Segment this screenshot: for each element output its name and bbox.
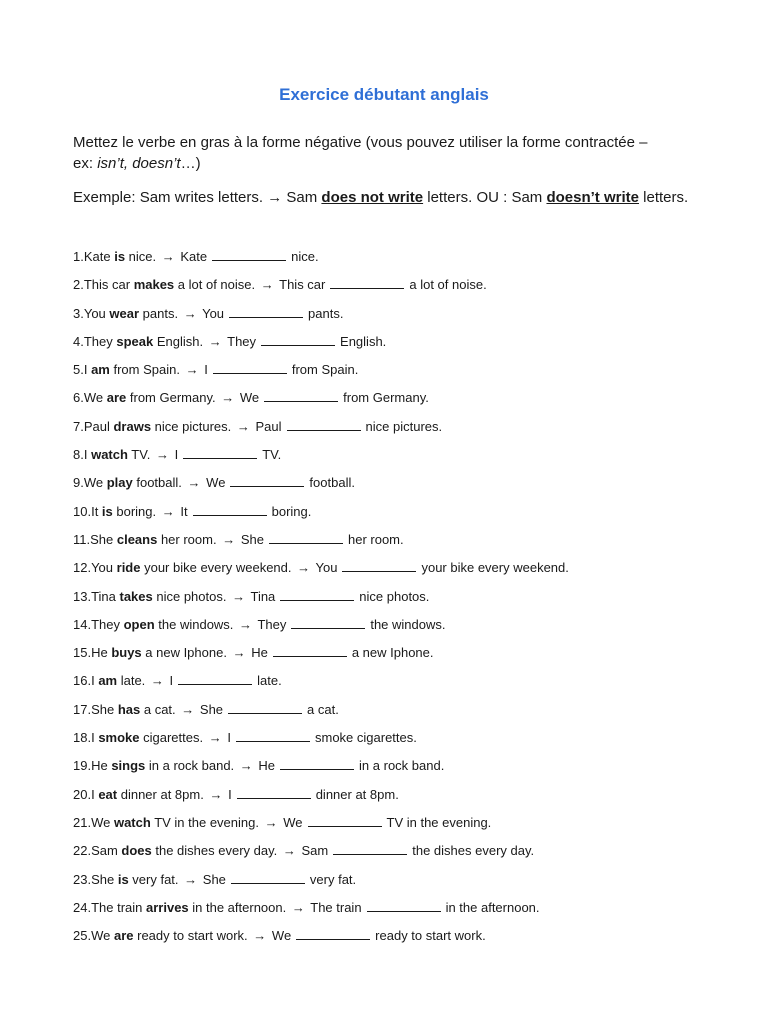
item-prefix: I [91,786,99,802]
exercise-item [73,588,713,616]
item-suffix: from Germany. [126,390,216,406]
item-prefix: She [91,871,118,887]
item-prefix: You [91,560,117,576]
item-number: 15. [73,645,92,661]
item-suffix: English. [153,333,204,349]
answer-blank[interactable] [273,644,347,657]
exercise-item [73,531,713,559]
item-suffix: TV in the evening. [150,814,259,830]
answer-subject: They [257,616,287,632]
item-suffix: football. [132,475,182,491]
item-number: 10. [73,503,92,519]
exercise-item [73,276,713,304]
arrow-icon: → [187,475,201,491]
item-prefix: We [91,928,114,944]
item-number: 12. [73,560,92,576]
exercise-item [73,248,713,276]
arrow-icon: → [209,786,223,802]
exercise-item [73,814,713,842]
item-number: 23. [73,871,92,887]
item-number: 5. [73,362,84,378]
answer-blank[interactable] [264,389,338,402]
item-number: 17. [73,701,92,717]
answer-rest: pants. [308,305,344,321]
arrow-icon: → [236,418,250,434]
item-suffix: dinner at 8pm. [117,786,204,802]
exercise-item [73,361,713,389]
answer-blank[interactable] [231,871,305,884]
arrow-icon: → [282,843,296,859]
item-verb: has [117,701,141,717]
example-sentence [73,189,733,206]
item-number: 13. [73,588,92,604]
exercise-item [73,871,713,899]
answer-rest: from Spain. [291,362,359,378]
answer-rest: dinner at 8pm. [315,786,399,802]
exercise-item [73,729,713,757]
answer-blank[interactable] [287,418,361,431]
item-suffix: a cat. [140,701,176,717]
item-prefix: I [91,673,99,689]
item-verb: am [91,362,110,378]
example-suffix: letters. [638,189,689,206]
item-prefix: Sam [91,843,122,859]
arrow-icon: → [239,616,253,632]
item-prefix: This car [83,277,134,293]
answer-blank[interactable] [193,503,267,516]
answer-subject: You [315,560,338,576]
answer-blank[interactable] [212,248,286,261]
answer-blank[interactable] [342,559,416,572]
exercise-item [73,559,713,587]
answer-blank[interactable] [178,672,252,685]
answer-rest: nice. [291,249,319,264]
exercise-item [73,842,713,870]
answer-rest: your bike every weekend. [421,560,569,576]
answer-rest: in a rock band. [359,758,445,774]
item-prefix: They [91,616,124,632]
answer-rest: boring. [271,503,312,519]
instruction-line-2 [73,153,713,174]
answer-rest: English. [340,333,387,349]
exercise-item [73,333,713,361]
answer-blank[interactable] [296,927,370,940]
arrow-icon: → [291,899,305,915]
exercise-item [73,644,713,672]
answer-blank[interactable] [261,333,335,346]
answer-subject: We [271,928,292,944]
instruction-prefix: ex: [73,155,98,172]
item-suffix: nice photos. [152,588,227,604]
answer-blank[interactable] [291,616,365,629]
answer-subject: I [204,362,208,378]
item-number: 24. [73,899,92,915]
answer-rest: football. [309,475,355,491]
answer-subject: He [251,645,268,661]
answer-subject: Paul [255,418,282,434]
answer-blank[interactable] [237,786,311,799]
item-number: 20. [73,786,92,802]
item-verb: watch [113,814,151,830]
item-verb: play [106,475,133,491]
exercise-item [73,305,713,333]
item-prefix: She [91,701,118,717]
item-verb: watch [91,447,128,463]
item-number: 7. [73,418,84,434]
item-number: 1. [73,249,84,264]
item-suffix: from Spain. [109,362,180,378]
answer-blank[interactable] [333,842,407,855]
exercise-item [73,927,713,955]
answer-blank[interactable] [330,276,404,289]
answer-rest: late. [257,673,282,689]
answer-rest: nice photos. [359,588,430,604]
answer-rest: the windows. [370,616,446,632]
instruction-examples: isn’t, doesn’t [97,155,181,172]
exercise-item [73,899,713,927]
item-suffix: in the afternoon. [188,899,287,915]
item-verb: is [114,249,126,264]
answer-blank[interactable] [308,814,382,827]
item-number: 2. [73,277,84,293]
item-verb: arrives [146,899,189,915]
arrow-icon: → [239,758,253,774]
item-verb: is [101,503,113,519]
arrow-icon: → [260,277,274,293]
answer-blank[interactable] [236,729,310,742]
item-prefix: The train [91,899,146,915]
answer-subject: Tina [250,588,276,604]
item-number: 25. [73,928,92,944]
answer-blank[interactable] [183,446,257,459]
item-prefix: I [83,447,92,463]
item-verb: draws [113,418,152,434]
item-prefix: We [83,390,107,406]
arrow-icon: → [232,588,246,604]
answer-subject: Kate [180,249,208,264]
item-suffix: your bike every weekend. [140,560,292,576]
item-number: 19. [73,758,92,774]
answer-subject: She [199,701,224,717]
arrow-icon: → [221,390,235,406]
answer-subject: They [227,333,257,349]
answer-subject: We [239,390,260,406]
answer-subject: I [174,447,179,463]
item-prefix: He [91,645,112,661]
item-prefix: Paul [83,418,114,434]
answer-blank[interactable] [213,361,287,374]
answer-blank[interactable] [269,531,343,544]
answer-blank[interactable] [280,757,354,770]
answer-subject: The train [310,899,362,915]
item-number: 18. [73,730,92,746]
item-prefix: We [83,475,107,491]
example-prefix: Exemple: Sam writes letters. → Sam [73,189,322,206]
answer-blank[interactable] [280,588,354,601]
instructions [73,132,713,174]
item-prefix: You [83,305,110,321]
exercise-item [73,446,713,474]
item-verb: eat [98,786,118,802]
item-verb: speak [116,333,154,349]
answer-rest: a cat. [307,701,339,717]
answer-subject: You [202,305,225,321]
arrow-icon: → [208,730,222,746]
item-prefix: Kate [83,249,115,264]
item-verb: ride [116,560,141,576]
arrow-icon: → [264,814,278,830]
example-mid: letters. OU : Sam [423,189,547,206]
item-suffix: late. [117,673,146,689]
item-number: 9. [73,475,84,491]
item-verb: makes [133,277,175,293]
answer-subject: Sam [301,843,329,859]
item-number: 6. [73,390,84,406]
item-number: 22. [73,843,92,859]
arrow-icon: → [184,871,198,887]
item-prefix: It [91,503,102,519]
answer-blank[interactable] [228,701,302,714]
item-suffix: cigarettes. [139,730,204,746]
item-verb: sings [111,758,146,774]
arrow-icon: → [253,928,267,944]
arrow-icon: → [161,249,175,264]
item-verb: does [121,843,152,859]
arrow-icon: → [155,447,169,463]
answer-rest: in the afternoon. [445,899,540,915]
item-suffix: nice. [125,249,157,264]
arrow-icon: → [185,362,199,378]
item-suffix: pants. [139,305,179,321]
answer-blank[interactable] [229,305,303,318]
item-suffix: boring. [112,503,157,519]
exercise-item [73,474,713,502]
item-suffix: her room. [157,531,217,547]
exercise-item [73,389,713,417]
example-negative-contracted: doesn’t write [546,189,639,206]
instruction-line-1: Mettez le verbe en gras à la forme négative (vous pouvez utiliser la forme contractée – [73,134,648,151]
item-suffix: the dishes every day. [151,843,278,859]
item-prefix: They [83,333,117,349]
item-suffix: TV. [127,447,151,463]
item-verb: is [117,871,129,887]
answer-subject: I [169,673,174,689]
answer-rest: very fat. [309,871,357,887]
item-number: 3. [73,305,84,321]
answer-rest: TV in the evening. [386,814,492,830]
answer-rest: a new Iphone. [351,645,434,661]
page-title: Exercice débutant anglais [279,85,489,104]
item-prefix: We [91,814,114,830]
item-suffix: the windows. [154,616,234,632]
item-suffix: nice pictures. [151,418,232,434]
item-number: 16. [73,673,92,689]
answer-rest: smoke cigarettes. [314,730,417,746]
answer-rest: her room. [347,531,404,547]
answer-rest: a lot of noise. [409,277,487,293]
item-prefix: He [91,758,112,774]
exercise-item [73,503,713,531]
answer-subject: She [240,531,264,547]
arrow-icon: → [222,531,236,547]
item-verb: are [113,928,134,944]
arrow-icon: → [208,333,222,349]
answer-subject: This car [279,277,326,293]
arrow-icon: → [181,701,195,717]
answer-subject: I [228,786,232,802]
answer-blank[interactable] [367,899,441,912]
item-verb: am [98,673,118,689]
item-number: 4. [73,333,84,349]
answer-subject: I [227,730,231,746]
answer-subject: She [202,871,226,887]
exercise-list [73,248,713,955]
exercise-item [73,616,713,644]
example-negative-full: does not write [321,189,424,206]
answer-subject: We [206,475,226,491]
arrow-icon: → [297,560,311,576]
arrow-icon: → [161,503,175,519]
item-verb: wear [109,305,140,321]
item-verb: cleans [116,531,158,547]
item-verb: buys [111,645,142,661]
exercise-item [73,701,713,729]
item-suffix: ready to start work. [133,928,248,944]
item-prefix: She [90,531,117,547]
exercise-item [73,786,713,814]
item-prefix: Tina [91,588,120,604]
arrow-icon: → [183,305,197,321]
exercise-item [73,418,713,446]
answer-rest: from Germany. [343,390,429,406]
item-verb: are [106,390,127,406]
item-suffix: a lot of noise. [174,277,256,293]
answer-rest: TV. [262,447,282,463]
item-verb: takes [119,588,153,604]
item-number: 8. [73,447,84,463]
item-verb: smoke [98,730,140,746]
item-verb: open [123,616,155,632]
item-suffix: in a rock band. [145,758,235,774]
answer-blank[interactable] [230,474,304,487]
item-number: 21. [73,814,92,830]
answer-subject: He [258,758,276,774]
arrow-icon: → [150,673,164,689]
answer-subject: We [283,814,303,830]
answer-rest: nice pictures. [365,418,443,434]
answer-subject: It [180,503,188,519]
answer-rest: ready to start work. [375,928,486,944]
item-prefix: I [83,362,92,378]
exercise-item [73,757,713,785]
item-number: 11. [73,531,91,547]
item-prefix: I [91,730,99,746]
item-number: 14. [73,616,92,632]
exercise-item [73,672,713,700]
arrow-icon: → [232,645,246,661]
instruction-suffix: …) [180,155,201,172]
item-suffix: very fat. [128,871,179,887]
answer-rest: the dishes every day. [412,843,535,859]
item-suffix: a new Iphone. [141,645,227,661]
